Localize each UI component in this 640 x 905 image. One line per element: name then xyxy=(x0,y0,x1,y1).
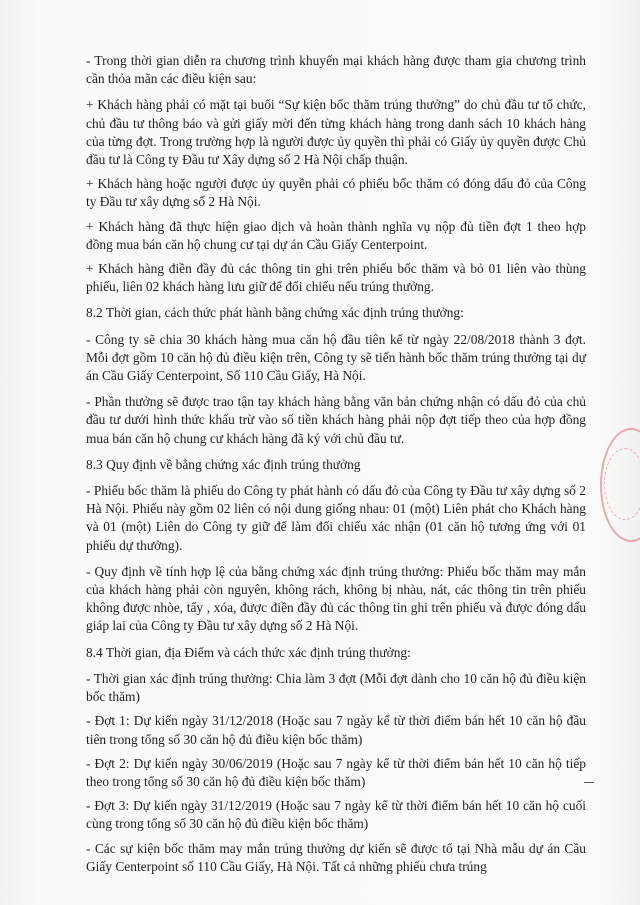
section-8-4-item-venue: - Các sự kiện bốc thăm may mắn trúng thưởng dự kiến sẽ được tổ tại Nhà mẫu dự án Cầu Giấy Centerpoint số 110 Cầu Giấy, Hà Nội. Tất cả những phiếu chưa trúng xyxy=(86,840,586,874)
condition-fill-info: + Khách hàng điền đầy đủ các thông tin ghi trên phiếu bốc thăm và bỏ 01 liên vào thùng phiếu, liên 02 khách hàng lưu giữ để đối chiếu nếu trúng thưởng. xyxy=(86,261,586,295)
section-8-3-item-2: - Quy định về tính hợp lệ của bằng chứng xác định trúng thưởng: Phiếu bốc thăm may mắn của khách hàng phải còn nguyên, không rách, không bị nhàu, nát, các thông tin trên phiếu không được nhòe, tẩy , xóa, được điền đầy đủ các thông tin ghi trên phiếu và được đóng dấu giáp lai của Công ty Đầu tư xây dựng số 2 Hà Nội. xyxy=(86,563,586,634)
section-8-4-round-3: - Đợt 3: Dự kiến ngày 31/12/2019 (Hoặc sau 7 ngày kể từ thời điểm bán hết 10 căn hộ cuối cùng trong tổng số 30 căn hộ đủ điều kiện bốc thăm) xyxy=(86,798,586,832)
line-end-mark xyxy=(584,782,594,783)
intro-paragraph: - Trong thời gian diễn ra chương trình khuyến mại khách hàng được tham gia chương trình cần thỏa mãn các điều kiện sau: xyxy=(86,53,586,87)
condition-ticket: + Khách hàng hoặc người được ủy quyền phải có phiếu bốc thăm có đóng dấu đỏ của Công ty Đầu tư xây dựng số 2 Hà Nội. xyxy=(86,176,586,210)
document-body xyxy=(86,52,586,884)
section-heading-8-3: 8.3 Quy định về bằng chứng xác định trúng thưởng xyxy=(86,456,361,472)
section-heading-8-4: 8.4 Thời gian, địa Điểm và cách thức xác định trúng thưởng: xyxy=(86,644,411,660)
section-8-3-item-1: - Phiếu bốc thăm là phiếu do Công ty phát hành có dấu đỏ của Công ty Đầu tư xây dựng số 2 Hà Nội. Phiếu này gồm 02 liên có nội dung giống nhau: 01 (một) Liên phát cho Khách hàng và 01 (một) Liên do Công ty giữ để làm đối chiếu xác nhận (01 căn hộ tương ứng với 01 phiếu dự thưởng). xyxy=(86,483,586,553)
section-8-4-item-1: - Thời gian xác định trúng thưởng: Chia làm 3 đợt (Mỗi đợt dành cho 10 căn hộ đủ điều kiện bốc thăm) xyxy=(86,670,586,705)
section-heading-8-2: 8.2 Thời gian, cách thức phát hành bằng chứng xác định trúng thưởng: xyxy=(86,305,464,321)
section-8-4-round-2: - Đợt 2: Dự kiến ngày 30/06/2019 (Hoặc sau 7 ngày kể từ thời điểm bán hết 10 căn hộ tiếp theo trong tổng số 30 căn hộ đủ điều kiện bốc thăm) xyxy=(86,755,586,789)
condition-payment: + Khách hàng đã thực hiện giao dịch và hoàn thành nghĩa vụ nộp đủ tiền đợt 1 theo hợp đồng mua bán căn hộ chung cư tại dự án Cầu Giấy Centerpoint. xyxy=(86,218,586,252)
section-8-2-item-1: - Công ty sẽ chia 30 khách hàng mua căn hộ đầu tiên kể từ ngày 22/08/2018 thành 3 đợt. Mỗi đợt gồm 10 căn hộ đủ điều kiện trên, Công ty sẽ tiến hành bốc thăm trúng thưởng tại dự án Cầu Giấy Centerpoint, Số 110 Cầu Giấy, Hà Nội. xyxy=(86,331,586,384)
section-8-4-round-1: - Đợt 1: Dự kiến ngày 31/12/2018 (Hoặc sau 7 ngày kể từ thời điểm bán hết 10 căn hộ đầu tiên trong tổng số 30 căn hộ đủ điều kiện bốc thăm) xyxy=(86,713,586,747)
section-8-2-item-2: - Phần thưởng sẽ được trao tận tay khách hàng bằng văn bản chứng nhận có dấu đỏ của chủ đầu tư dưới hình thức khấu trừ vào số tiền khách hàng phải nộp đợt tiếp theo của hợp đồng mua bán căn hộ chung cư khách hàng đã ký với chủ đầu tư. xyxy=(86,394,586,446)
condition-attendance: + Khách hàng phải có mặt tại buổi “Sự kiện bốc thăm trúng thưởng” do chủ đầu tư tổ chức, chủ đầu tư thông báo và gửi giấy mời đến từng khách hàng trong danh sách 10 khách hàng của từng đợt. Trong trường hợp là người được ủy quyền thì phải có Giấy ủy quyền được Chủ đầu tư là Công ty Đầu tư Xây dựng số 2 Hà Nội chấp thuận. xyxy=(86,97,586,168)
red-seal-inner-ring xyxy=(604,448,640,520)
